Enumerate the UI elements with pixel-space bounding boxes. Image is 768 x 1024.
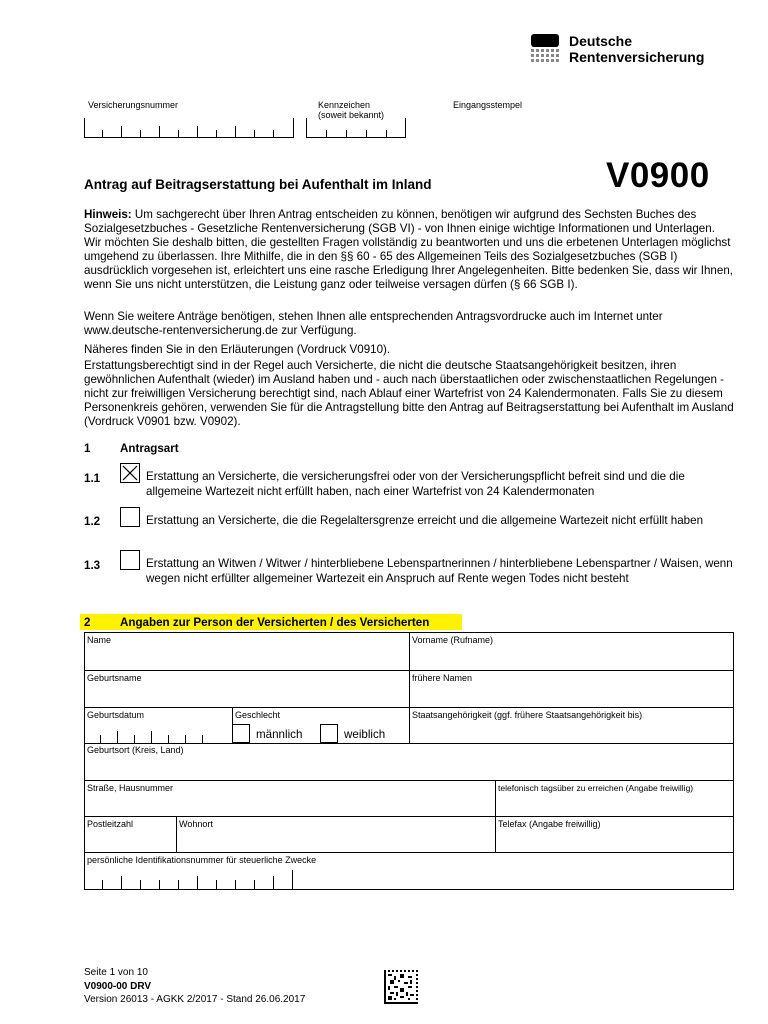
gender-male-label: männlich	[256, 728, 303, 741]
birth-place-label: Geburtsort (Kreis, Land)	[87, 745, 184, 755]
option-1-3-text: Erstattung an Witwen / Witwer / hinterbliebene Lebenspartnerinnen / hinterbliebene Lebenspartner / Waisen, wenn wegen nicht erfüllter allgemeiner Wartezeit ein Anspruch auf Rente wegen Todes nicht besteht	[146, 557, 733, 585]
option-1-1-checkbox[interactable]	[120, 463, 140, 483]
section2-number: 2	[84, 616, 91, 629]
footer-page: Seite 1 von 10	[84, 967, 148, 978]
form-code: V0900	[606, 156, 710, 195]
note-text: Um sachgerecht über Ihren Antrag entscheiden zu können, benötigen wir aufgrund des Sechsten Buches des Sozialgesetzbuches - Gesetzliche Rentenversicherung (SGB VI) - von Ihnen einige wichtige Informationen und Unterlagen. Wir möchten Sie deshalb bitten, die gestellten Fragen vollständig zu beantworten und uns die erbetenen Unterlagen möglichst umgehend zu überlassen. Ihre Mithilfe, die in den §§ 60 - 65 des Allgemeinen Teils des Sozialgesetzbuches (SGB I) ausdrücklich vorgesehen ist, erleichtert uns eine rasche Erledigung Ihrer Angelegenheiten. Bitte bedenken Sie, dass wir Ihnen, wenn Sie uns nicht unterstützen, die Leistung ganz oder teilweise versagen dürfen (§ 66 SGB I).	[84, 208, 734, 291]
city-label: Wohnort	[179, 819, 213, 829]
receipt-stamp-label: Eingangsstempel	[453, 100, 523, 110]
birth-date-label: Geburtsdatum	[87, 710, 145, 720]
phone-label: telefonisch tagsüber zu erreichen (Angabe freiwillig)	[498, 783, 694, 793]
reference-field[interactable]	[306, 118, 406, 138]
birth-date-ticks[interactable]	[84, 727, 232, 744]
option-1-2-number: 1.2	[84, 515, 101, 528]
tax-id-ticks[interactable]	[84, 870, 294, 890]
brand-line1: Deutsche	[569, 33, 633, 49]
name-label: Name	[87, 635, 112, 645]
street-label: Straße, Hausnummer	[87, 783, 174, 793]
intro-paragraph-4: Erstattungsberechtigt sind in der Regel auch Versicherte, die nicht die deutsche Staatsangehörigkeit besitzen, ihren gewöhnlichen Aufenthalt (wieder) im Ausland haben und - auch nach überstaatlichen oder zwischenstaatlichen Regelungen - nicht zur freiwilligen Versicherung berechtigt sind, nach Ablauf einer Wartefrist von 24 Kalendermonaten. Falls Sie zu diesem Personenkreis gehören, verwenden Sie für die Antragstellung bitte den Antrag auf Beitragserstattung bei Aufenthalt im Ausland (Vordruck V0901 bzw. V0902).	[84, 359, 734, 428]
birth-name-label: Geburtsname	[87, 673, 142, 683]
section2-title: Angaben zur Person der Versicherten / des Versicherten	[120, 616, 430, 629]
form-title: Antrag auf Beitragserstattung bei Aufenthalt im Inland	[84, 177, 432, 192]
reference-label-text: Kennzeichen	[318, 100, 371, 110]
brand-line2: Rentenversicherung	[569, 49, 705, 65]
postal-code-label: Postleitzahl	[87, 819, 134, 829]
tax-id-label: persönliche Identifikationsnummer für steuerliche Zwecke	[87, 855, 317, 865]
intro-paragraph-3: Näheres finden Sie in den Erläuterungen (Vordruck V0910).	[84, 343, 391, 356]
footer-code: V0900-00 DRV	[84, 981, 152, 992]
insurance-number-label: Versicherungsnummer	[88, 100, 179, 110]
section1-title: Antragsart	[120, 442, 179, 455]
nationality-label: Staatsangehörigkeit (ggf. frühere Staatsangehörigkeit bis)	[412, 710, 643, 720]
gender-label: Geschlecht	[235, 710, 281, 720]
option-1-1-number: 1.1	[84, 472, 101, 485]
option-1-1-text: Erstattung an Versicherte, die versicherungsfrei oder von der Versicherungspflicht befreit sind und die die allgemeine Wartezeit nicht erfüllt haben, nach einer Wartefrist von 24 Kalendermonaten	[146, 470, 685, 498]
brand-name	[569, 33, 704, 65]
former-names-label: frühere Namen	[412, 673, 473, 683]
first-name-label: Vorname (Rufname)	[412, 635, 494, 645]
footer-version: Version 26013 - AGKK 2/2017 - Stand 26.06.2017	[84, 994, 306, 1005]
section1-number: 1	[84, 442, 91, 455]
checkmark-x-icon	[121, 464, 139, 482]
intro-paragraph-2: Wenn Sie weitere Anträge benötigen, stehen Ihnen alle entsprechenden Antragsvordrucke auch im Internet unter www.deutsche-rentenversicherung.de zur Verfügung.	[84, 310, 663, 337]
option-1-2-checkbox[interactable]	[120, 507, 140, 527]
option-1-2-text: Erstattung an Versicherte, die die Regelaltersgrenze erreicht und die allgemeine Wartezeit nicht erfüllt haben	[146, 514, 704, 527]
option-1-3-number: 1.3	[84, 559, 101, 572]
insurance-number-field[interactable]	[84, 118, 294, 138]
person-table	[84, 632, 734, 890]
gender-female-checkbox[interactable]	[320, 724, 338, 743]
fax-label: Telefax (Angabe freiwillig)	[498, 819, 601, 829]
reference-label	[318, 100, 384, 120]
option-1-3-checkbox[interactable]	[120, 550, 140, 570]
drv-logo-icon	[531, 34, 559, 64]
note-label: Hinweis:	[84, 208, 132, 221]
datamatrix-code-icon	[384, 970, 418, 1004]
intro-note	[84, 208, 734, 292]
gender-male-checkbox[interactable]	[232, 724, 250, 743]
reference-label-sub: (soweit bekannt)	[318, 110, 385, 120]
gender-female-label: weiblich	[344, 728, 386, 741]
